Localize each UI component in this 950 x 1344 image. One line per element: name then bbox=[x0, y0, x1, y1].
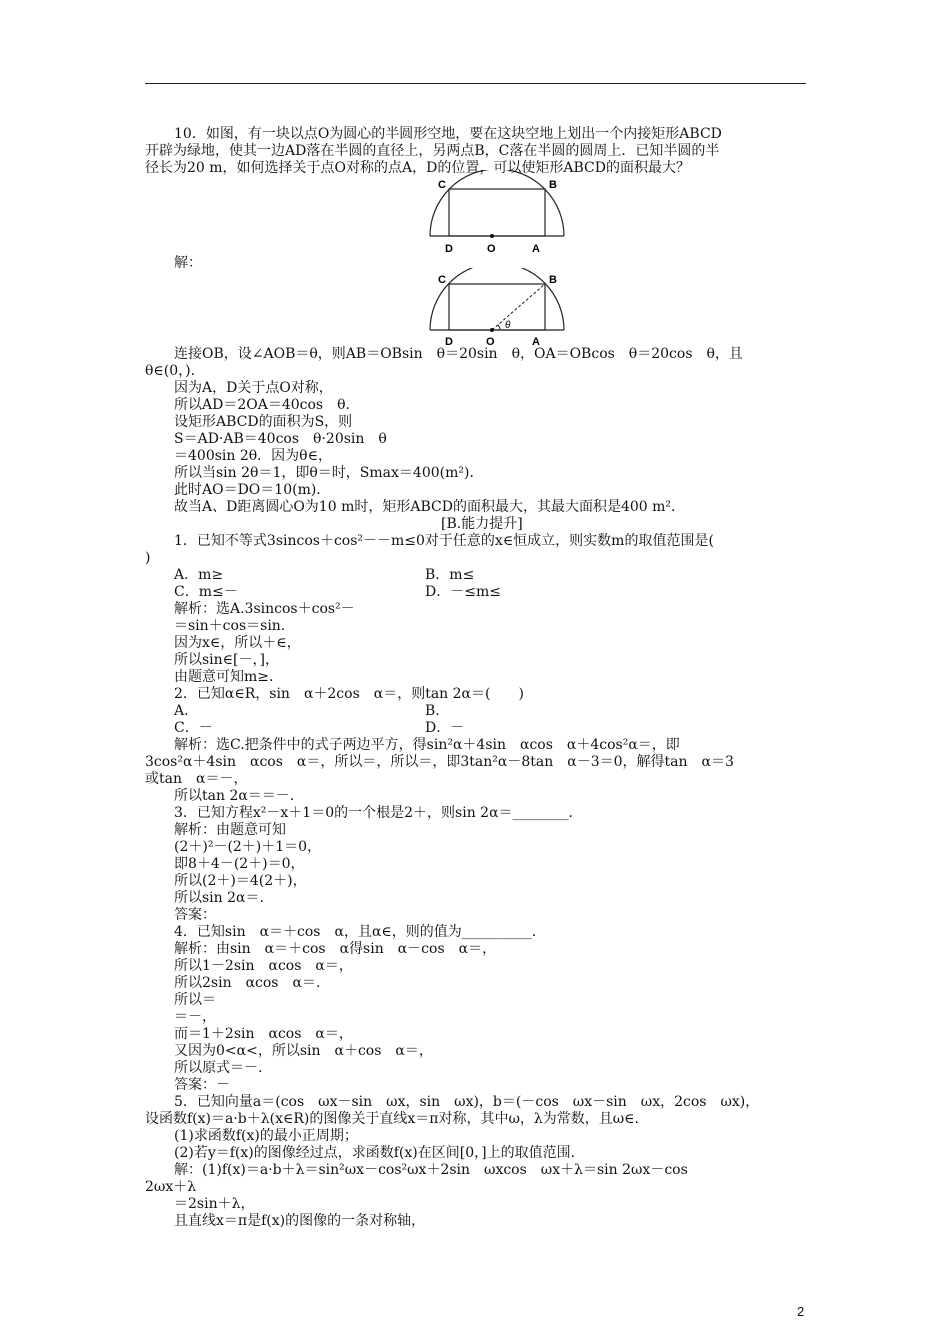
choice-c: C．m≤－ bbox=[174, 584, 238, 600]
text-line: 解析：选A.3sincos＋cos²－ bbox=[174, 601, 355, 617]
label-b: B bbox=[549, 274, 557, 286]
text-line: 所以原式＝－. bbox=[174, 1060, 263, 1076]
center-point bbox=[490, 234, 494, 238]
rectangle-abcd bbox=[449, 189, 545, 236]
text-line: ) bbox=[145, 550, 151, 566]
text-line: 或tan α＝－， bbox=[145, 771, 248, 787]
center-point bbox=[490, 328, 494, 332]
label-theta: θ bbox=[505, 320, 511, 331]
text-line: 所以tan 2α＝＝－. bbox=[174, 788, 295, 804]
label-d: D bbox=[445, 243, 453, 255]
text-line: S＝AD·AB＝40cos θ·20sin θ bbox=[174, 431, 387, 447]
text-line: (2＋)²－(2＋)＋1＝0， bbox=[174, 839, 322, 855]
text-line: 连接OB，设∠AOB＝θ，则AB＝OBsin θ＝20sin θ，OA＝OBcos θ＝20cos θ，且 bbox=[174, 346, 743, 362]
text-line: 设函数f(x)＝a·b＋λ(x∈R)的图像关于直线x＝π对称，其中ω，λ为常数，且ω∈. bbox=[145, 1111, 639, 1127]
label-c: C bbox=[438, 179, 446, 191]
text-line: 4．已知sin α＝＋cos α，且α∈，则的值为__________． bbox=[174, 924, 546, 940]
semicircle-figure-2 bbox=[418, 268, 578, 348]
text-line: 解： bbox=[174, 255, 202, 271]
semicircle-figure-1 bbox=[418, 170, 578, 258]
page-number: 2 bbox=[797, 1304, 805, 1319]
text-line: ＝－， bbox=[174, 1009, 216, 1025]
text-line: 而＝1＋2sin αcos α＝， bbox=[174, 1026, 353, 1042]
choice-a: A. bbox=[174, 703, 189, 719]
choice-a: A．m≥ bbox=[174, 567, 224, 583]
text-line: 开辟为绿地，使其一边AD落在半圆的直径上，另两点B，C落在半圆的圆周上．已知半圆的半 bbox=[145, 143, 720, 159]
text-line: 答案：－ bbox=[174, 1077, 230, 1093]
text-line: ＝400sin 2θ．因为θ∈， bbox=[174, 448, 332, 464]
choice-d: D．－ bbox=[425, 720, 465, 736]
text-line: 解：(1)f(x)＝a·b＋λ＝sin²ωx－cos²ωx＋2sin ωxcos ωx＋λ＝sin 2ωx－cos bbox=[174, 1162, 688, 1178]
text-line: 所以AD＝2OA＝40cos θ． bbox=[174, 397, 360, 413]
text-line: (1)求函数f(x)的最小正周期； bbox=[174, 1128, 358, 1144]
text-line: 所以sin 2α＝. bbox=[174, 890, 264, 906]
text-line: 解析：由题意可知 bbox=[174, 822, 286, 838]
semicircle-arc bbox=[430, 268, 564, 330]
text-line: 又因为0<α<，所以sin α＋cos α＝， bbox=[174, 1043, 433, 1059]
text-line: 解析：由sin α＝＋cos α得sin α－cos α＝， bbox=[174, 941, 497, 957]
label-d: D bbox=[445, 336, 453, 348]
text-line: 即8＋4－(2＋)＝0， bbox=[174, 856, 305, 872]
text-line: 且直线x＝π是f(x)的图像的一条对称轴， bbox=[174, 1213, 426, 1229]
text-line: θ∈(0，)． bbox=[145, 363, 205, 379]
label-a: A bbox=[532, 243, 540, 255]
semicircle-arc bbox=[430, 170, 564, 236]
text-line: 由题意可知m≥. bbox=[174, 669, 274, 685]
choice-b: B．m≤ bbox=[425, 567, 475, 583]
text-line: 因为x∈，所以＋∈， bbox=[174, 635, 301, 651]
text-line: 3cos²α＋4sin αcos α＝，所以＝，所以＝，即3tan²α－8tan α－3＝0，解得tan α＝3 bbox=[145, 754, 734, 770]
rectangle-abcd bbox=[449, 284, 545, 330]
text-line: 故当A、D距离圆心O为10 m时，矩形ABCD的面积最大，其最大面积是400 m²． bbox=[174, 499, 686, 515]
text-line: 解析：选C.把条件中的式子两边平方，得sin²α＋4sin αcos α＋4cos²α＝，即 bbox=[174, 737, 680, 753]
choice-c: C．－ bbox=[174, 720, 213, 736]
text-line: 径长为20 m，如何选择关于点O对称的点A，D的位置，可以使矩形ABCD的面积最大？ bbox=[145, 160, 690, 176]
text-line: ＝2sin＋λ， bbox=[174, 1196, 255, 1212]
text-line: 2ωx＋λ bbox=[145, 1179, 197, 1195]
header-rule bbox=[145, 83, 806, 84]
choice-d: D．－≤m≤ bbox=[425, 584, 501, 600]
text-line: 5．已知向量a＝(cos ωx－sin ωx，sin ωx)，b＝(－cos ωx－sin ωx，2cos ωx)， bbox=[174, 1094, 760, 1110]
text-line: ＝sin＋cos＝sin. bbox=[174, 618, 286, 634]
text-line: 因为A，D关于点O对称， bbox=[174, 380, 333, 396]
text-line: 所以(2＋)＝4(2＋)， bbox=[174, 873, 307, 889]
label-b: B bbox=[549, 179, 557, 191]
text-line: 此时AO＝DO＝10(m)． bbox=[174, 482, 331, 498]
label-a: A bbox=[532, 336, 540, 348]
text-line: (2)若y＝f(x)的图像经过点，求函数f(x)在区间[0，]上的取值范围. bbox=[174, 1145, 576, 1161]
choice-b: B. bbox=[425, 703, 440, 719]
section-heading: [B.能力提升] bbox=[441, 516, 523, 532]
label-c: C bbox=[438, 274, 446, 286]
text-line: 3．已知方程x²－x＋1＝0的一个根是2＋，则sin 2α＝________． bbox=[174, 805, 583, 821]
text-line: 2．已知α∈R，sin α＋2cos α＝，则tan 2α＝( ) bbox=[174, 686, 524, 702]
text-line: 10．如图，有一块以点O为圆心的半圆形空地，要在这块空地上划出一个内接矩形ABCD bbox=[174, 126, 722, 142]
text-line: 设矩形ABCD的面积为S，则 bbox=[174, 414, 353, 430]
text-line: 所以sin∈[－，]， bbox=[174, 652, 279, 668]
text-line: 1．已知不等式3sincos＋cos²－－m≤0对于任意的x∈恒成立，则实数m的取值范围是( bbox=[174, 533, 714, 549]
angle-arc bbox=[498, 325, 500, 330]
text-line: 答案： bbox=[174, 907, 216, 923]
segment-ob bbox=[492, 284, 545, 330]
text-line: 所以1－2sin αcos α＝， bbox=[174, 958, 353, 974]
label-o: O bbox=[486, 336, 495, 348]
label-o: O bbox=[487, 243, 496, 255]
text-line: 所以＝ bbox=[174, 992, 216, 1008]
text-line: 所以2sin αcos α＝. bbox=[174, 975, 321, 991]
text-line: 所以当sin 2θ＝1，即θ＝时，Smax＝400(m²)． bbox=[174, 465, 484, 481]
